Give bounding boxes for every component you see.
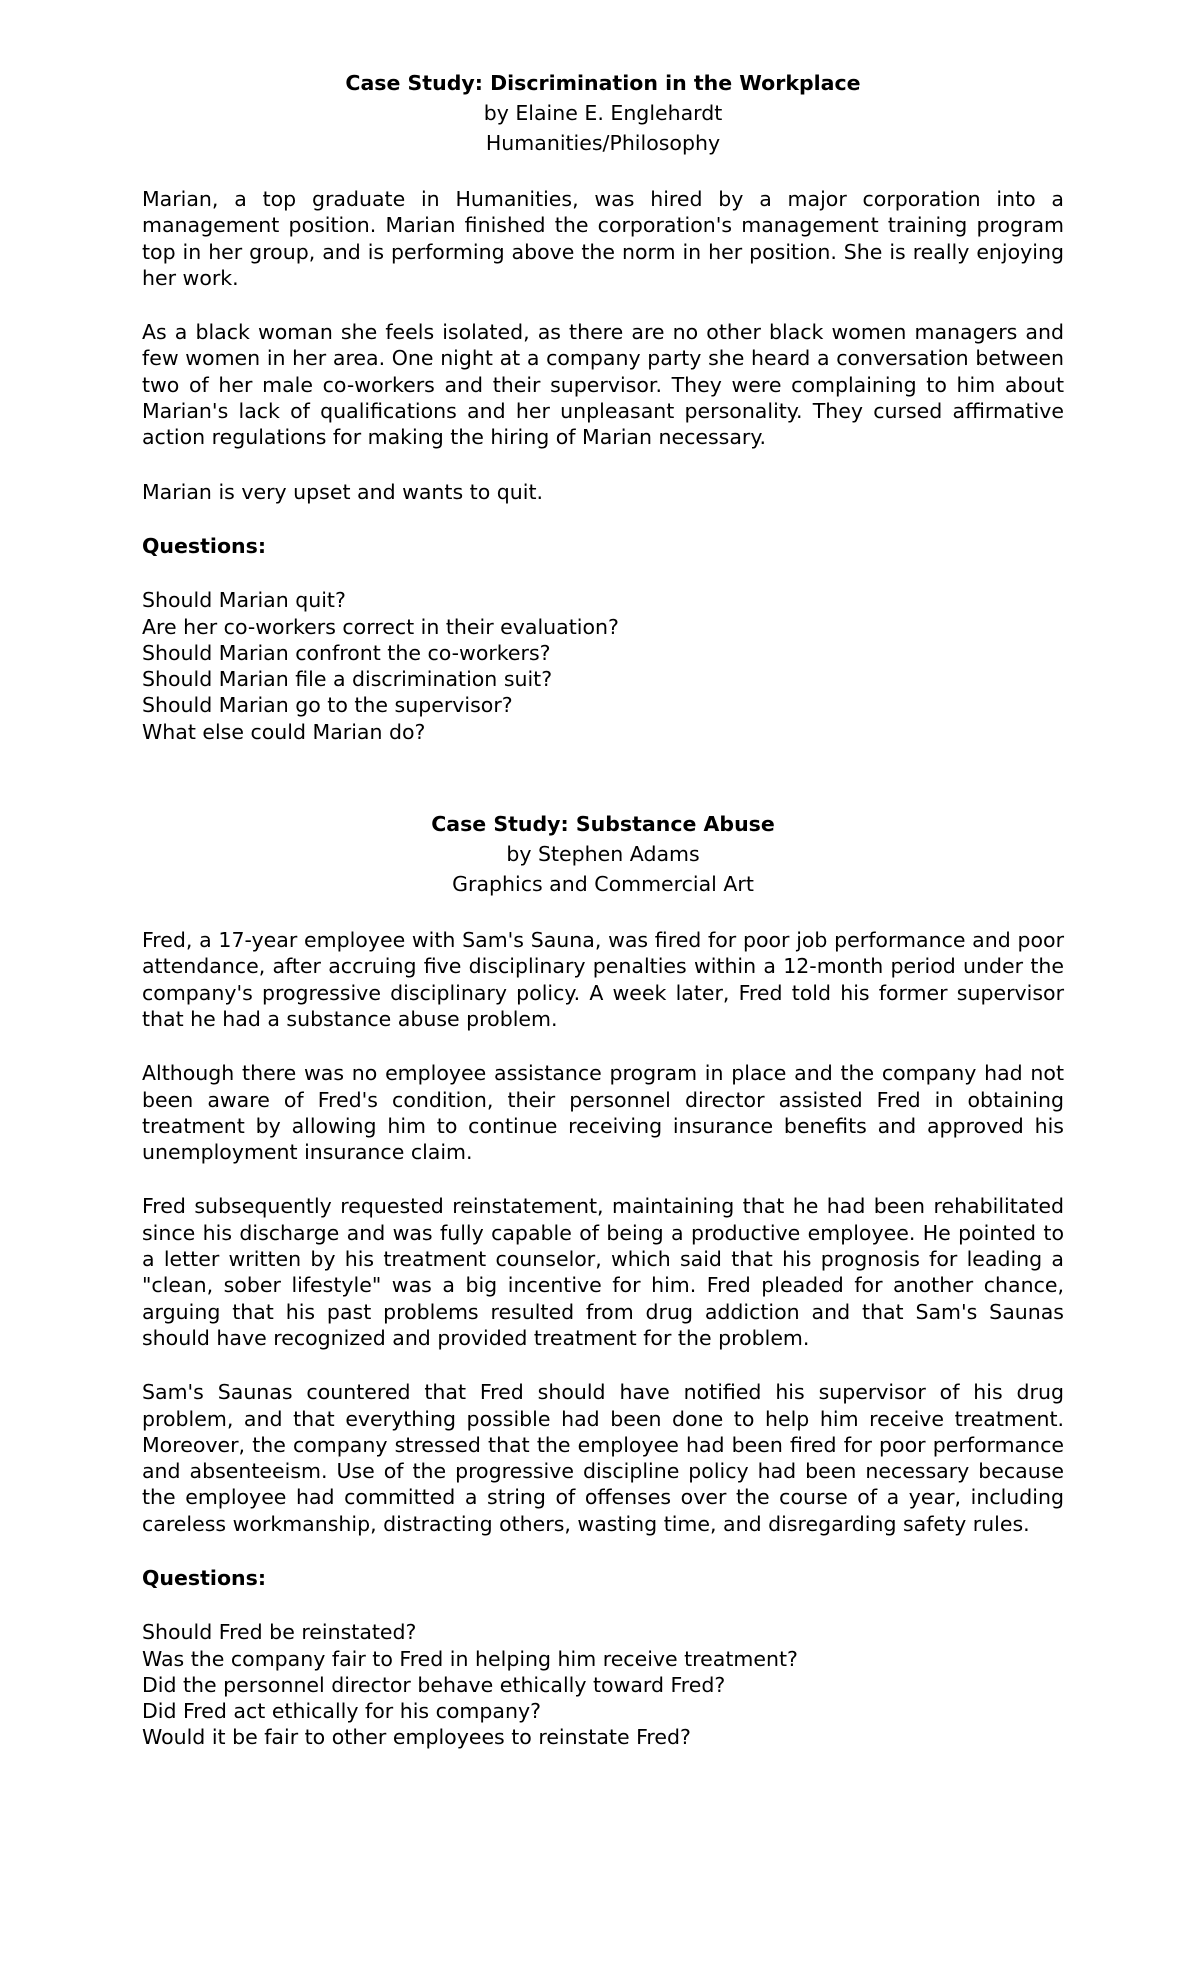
case-paragraph: Marian is very upset and wants to quit. [142,479,544,504]
case-paragraph: Sam's Saunas countered that Fred should have notified his supervisor of his drug problem, and that everything possible had been done to help him receive treatment. Moreover, the company stressed that the employee had been fired for poor performance and absenteeism. Use of the progressive discipline policy had been necessary because the employee had committed a string of offenses over the course of a year, including careless workmanship, distracting others, wasting time, and disregarding safety rules. [142,1380,1064,1536]
question-item: What else could Marian do? [142,719,426,744]
case-author: by Stephen Adams [506,842,700,867]
case-paragraph: Although there was no employee assistance program in place and the company had not been aware of Fred's condition, their personnel director assisted Fred in obtaining treatment by allowing him to continue receiving insurance benefits and approved his unemployment insurance claim. [142,1061,1064,1165]
case-title: Case Study: Discrimination in the Workplace [345,71,861,95]
case-paragraph: As a black woman she feels isolated, as there are no other black women managers and few women in her area. One night at a company party she heard a conversation between two of her male co-workers and their supervisor. They were complaining to him about Marian's lack of qualifications and her unpleasant personality. They cursed affirmative action regulations for making the hiring of Marian necessary. [142,320,1064,450]
case-study-substance-abuse [142,809,1064,1751]
question-item: Would it be fair to other employees to reinstate Fred? [142,1725,691,1750]
case-paragraph: Fred subsequently requested reinstatement, maintaining that he had been rehabilitated since his discharge and was fully capable of being a productive employee. He pointed to a letter written by his treatment counselor, which said that his prognosis for leading a "clean, sober lifestyle" was a big incentive for him. Fred pleaded for another chance, arguing that his past problems resulted from drug addiction and that Sam's Saunas should have recognized and provided treatment for the problem. [142,1194,1064,1350]
case-paragraph: Marian, a top graduate in Humanities, was hired by a major corporation into a management position. Marian finished the corporation's management training program top in her group, and is performing above the norm in her position. She is really enjoying her work. [142,187,1064,290]
question-item: Was the company fair to Fred in helping him receive treatment? [142,1646,798,1671]
questions-list [142,587,1064,745]
case-department: Graphics and Commercial Art [452,872,754,897]
questions-list [142,1619,1064,1750]
case-author: by Elaine E. Englehardt [483,101,723,125]
question-item: Should Marian file a discrimination suit? [142,667,553,692]
question-item: Should Marian go to the supervisor? [142,693,513,718]
question-item: Should Marian quit? [142,588,346,613]
case-study-discrimination [142,68,1064,745]
document-page [142,68,1064,1751]
case-header [142,68,1064,158]
case-paragraph: Fred, a 17-year employee with Sam's Sauna, was fired for poor job performance and poor attendance, after accruing five disciplinary penalties within a 12-month period under the company's progressive disciplinary policy. A week later, Fred told his former supervisor that he had a substance abuse problem. [142,928,1064,1031]
question-item: Are her co-workers correct in their evaluation? [142,614,619,639]
case-header [142,809,1064,899]
case-title: Case Study: Substance Abuse [431,812,775,837]
questions-heading: Questions: [142,1565,267,1590]
question-item: Did Fred act ethically for his company? [142,1699,541,1724]
case-department: Humanities/Philosophy [485,131,721,155]
question-item: Did the personnel director behave ethically toward Fred? [142,1672,726,1697]
question-item: Should Marian confront the co-workers? [142,640,551,665]
questions-heading: Questions: [142,533,267,558]
question-item: Should Fred be reinstated? [142,1620,417,1645]
